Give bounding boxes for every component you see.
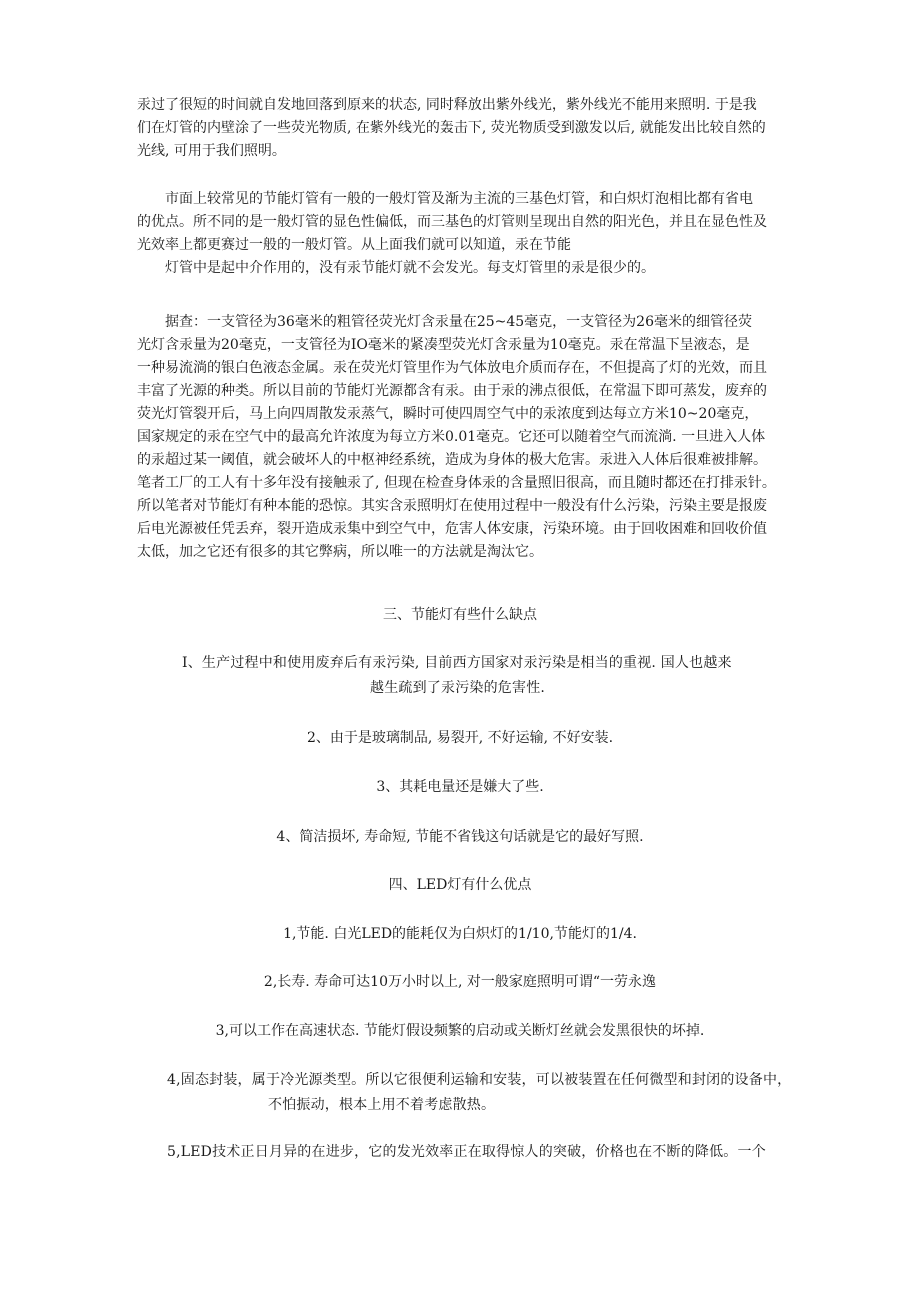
paragraph-line: 汞过了很短的时间就自发地回落到原来的状态, 同时释放出紫外线光，紫外线光不能用来照明. 于是我 <box>137 97 757 113</box>
paragraph-line: 光灯含汞量为20毫克，一支管径为IO毫米的紧凑型荧光灯含汞量为10毫克。汞在常温下呈液态，是 <box>137 337 750 353</box>
drawback-item-3: 3、其耗电量还是嫌大了些. <box>376 779 544 795</box>
paragraph-line: 光线, 可用于我们照明。 <box>137 143 286 159</box>
paragraph-energy-saving-tubes <box>137 188 797 280</box>
section-heading-led-advantages: 四、LED灯有什么优点 <box>388 877 532 893</box>
advantage-item-4-line-1: 4,固态封装，属于冷光源类型。所以它很便利运输和安装，可以被装置在任何微型和封闭的设备中， <box>167 1072 792 1088</box>
drawback-item-1-line-2: 越生疏到了汞污染的危害性. <box>370 680 546 696</box>
drawback-item-1-line-1: I、生产过程中和使用废弃后有汞污染, 目前西方国家对汞污染是相当的重视. 国人也越来 <box>182 655 732 671</box>
paragraph-line: 国家规定的汞在空气中的最高允许浓度为每立方米0.01毫克。它还可以随着空气而流淌. 一旦进入人体 <box>137 429 766 445</box>
paragraph-mercury-content <box>137 311 797 564</box>
paragraph-line: 荧光灯管裂开后，马上向四周散发汞蒸气，瞬时可使四周空气中的汞浓度到达每立方米10~20毫克， <box>137 406 759 422</box>
paragraph-line: 一种易流淌的银白色液态金属。汞在荧光灯管里作为气体放电介质而存在，不但提高了灯的光效，而且 <box>137 360 767 376</box>
paragraph-line: 太低，加之它还有很多的其它弊病，所以唯一的方法就是淘汰它。 <box>137 544 543 560</box>
paragraph-line: 据查：一支管径为36毫米的粗管径荧光灯含汞量在25~45毫克，一支管径为26毫米的细管径荧 <box>137 314 752 330</box>
section-heading-drawbacks: 三、节能灯有些什么缺点 <box>383 607 537 623</box>
drawback-item-4: 4、简洁损坏, 寿命短, 节能不省钱这句话就是它的最好写照. <box>276 829 644 845</box>
paragraph-line: 笔者工厂的工人有十多年没有接触汞了, 但现在检查身体汞的含量照旧很高，而且随时都还在打排汞针。 <box>137 475 776 491</box>
advantage-item-4-line-2: 不怕振动，根本上用不着考虑散热。 <box>268 1097 496 1113</box>
advantage-item-5: 5,LED技术正日月异的在进步，它的发光效率正在取得惊人的突破，价格也在不断的降低。一个 <box>167 1144 766 1160</box>
paragraph-line: 市面上较常见的节能灯管有一般的一般灯管及渐为主流的三基色灯管，和白炽灯泡相比都有省电 <box>137 191 753 207</box>
paragraph-line: 的优点。所不同的是一般灯管的显色性偏低，而三基色的灯管则呈现出自然的阳光色，并且在显色性及 <box>137 214 767 230</box>
paragraph-line: 光效率上都更赛过一般的一般灯管。从上面我们就可以知道，汞在节能 <box>137 237 571 253</box>
paragraph-line: 的汞超过某一阈值，就会破坏人的中枢神经系统，造成为身体的极大危害。汞进入人体后很难被排解。 <box>137 452 767 468</box>
paragraph-line: 丰富了光源的种类。所以目前的节能灯光源都含有汞。由于汞的沸点很低，在常温下即可蒸发，废弃的 <box>137 383 767 399</box>
paragraph-uv-phosphor <box>137 94 797 163</box>
paragraph-line: 灯管中是起中介作用的，没有汞节能灯就不会发光。每支灯管里的汞是很少的。 <box>137 260 655 276</box>
paragraph-line: 后电光源被任凭丢弃，裂开造成汞集中到空气中，危害人体安康，污染环境。由于回收困难和回收价值 <box>137 521 767 537</box>
advantage-item-2: 2,长寿. 寿命可达10万小时以上, 对一般家庭照明可谓“一劳永逸 <box>263 974 657 990</box>
paragraph-line: 所以笔者对节能灯有种本能的恐惊。其实含汞照明灯在使用过程中一般没有什么污染，污染主要是报废 <box>137 498 767 514</box>
drawback-item-2: 2、由于是玻璃制品, 易裂开, 不好运输, 不好安装. <box>306 730 614 746</box>
paragraph-line: 们在灯管的内壁涂了一些荧光物质, 在紫外线光的轰击下, 荧光物质受到激发以后, 就能发出比较自然的 <box>137 120 766 136</box>
advantage-item-1: 1,节能. 白光LED的能耗仅为白炽灯的1/10,节能灯的1/4. <box>283 926 637 942</box>
advantage-item-3: 3,可以工作在高速状态. 节能灯假设频繁的启动或关断灯丝就会发黑很快的坏掉. <box>215 1023 705 1039</box>
